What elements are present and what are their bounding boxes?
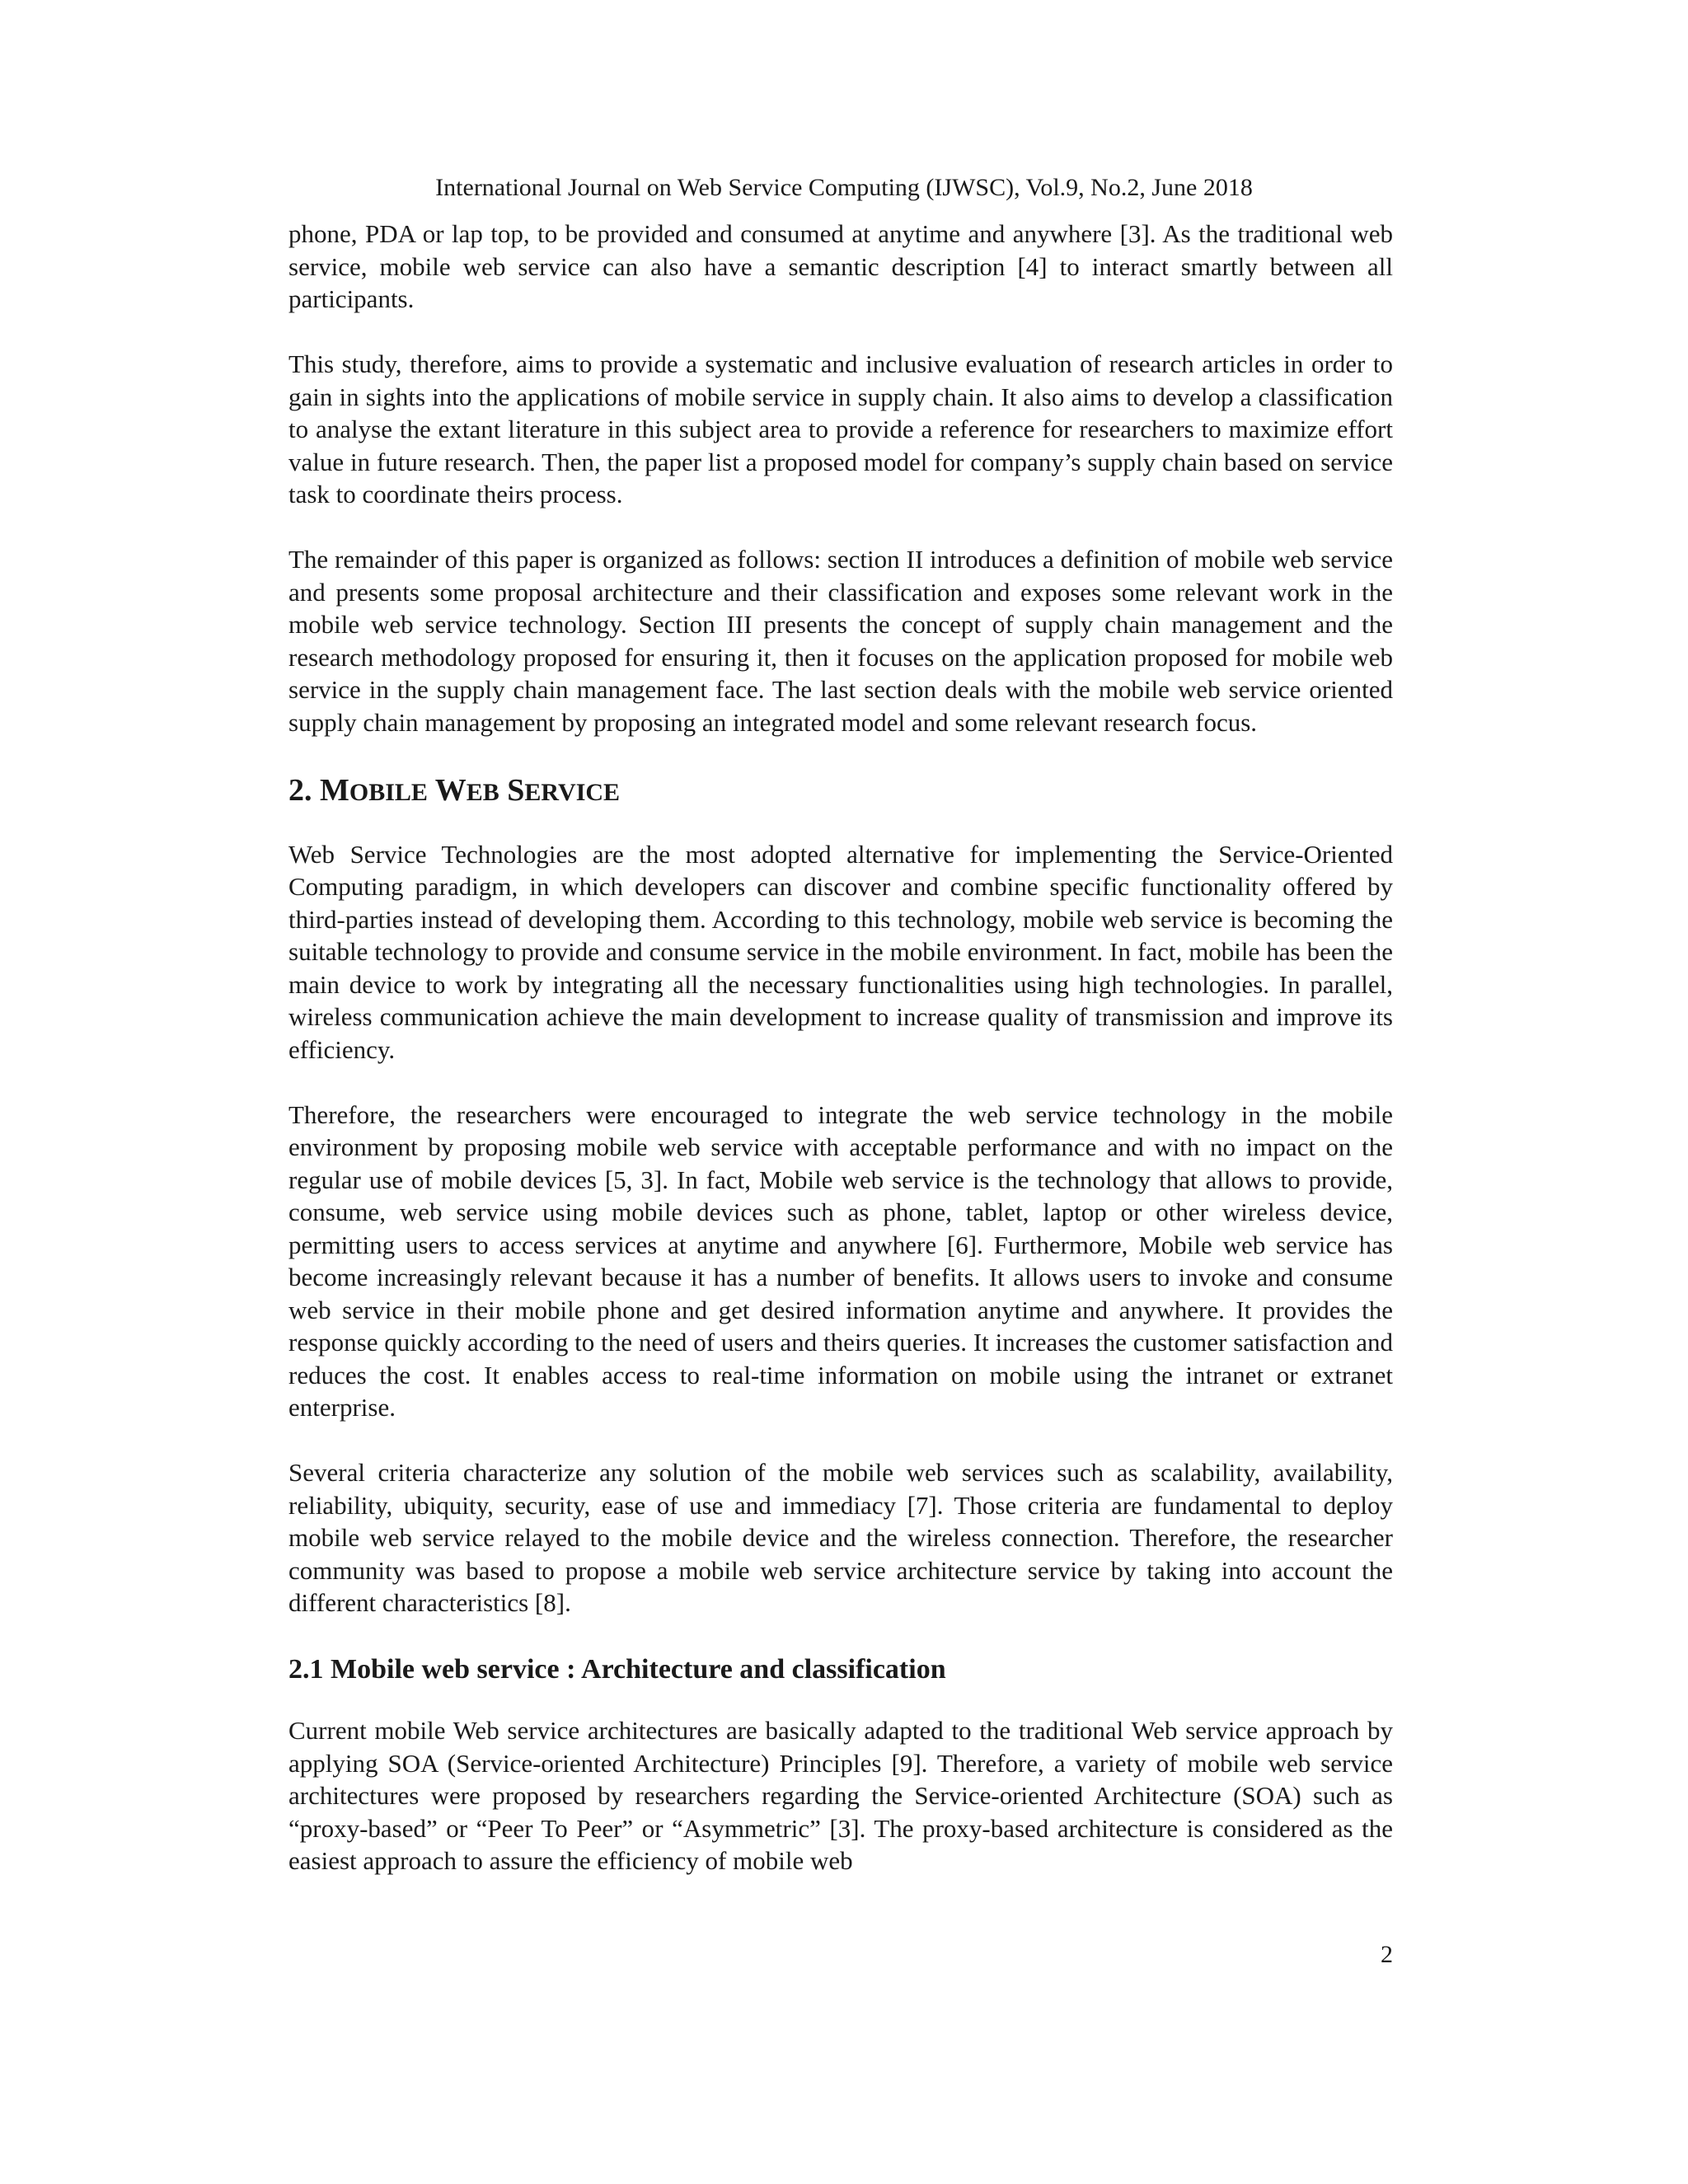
section-title-part: W <box>434 772 467 808</box>
paragraph-subsection21-1: Current mobile Web service architectures are basically adapted to the traditional Web service approach by applying SOA (Service-oriented Architecture) Principles [9]. Therefore, a variety of mobile web service architectures were proposed by researchers regarding the Service-oriented Architecture (SOA) such as “proxy-based” or “Peer To Peer” or “Asymmetric” [3]. The proxy-based architecture is considered as the easiest approach to assure the efficiency of mobile web <box>288 1716 1393 1875</box>
page-number: 2 <box>1381 1941 1393 1968</box>
paragraph-intro-1: phone, PDA or lap top, to be provided and consumed at anytime and anywhere [3]. As the traditional web service, mobile web service can also have a semantic description [4] to interact smartly between all participants. <box>288 219 1393 313</box>
body-text <box>288 218 1393 1910</box>
section-title-part: M <box>320 772 349 808</box>
section-number: 2. <box>288 772 312 808</box>
section-title-part: ERVICE <box>524 778 621 806</box>
section-title-part: S <box>507 772 525 808</box>
section-title-part: EB <box>466 778 499 806</box>
subsection-heading-architecture: 2.1 Mobile web service : Architecture and classification <box>288 1654 946 1685</box>
section-title-part: OBILE <box>349 778 428 806</box>
section-heading-mobile-web-service <box>288 771 1393 812</box>
paragraph-section2-1: Web Service Technologies are the most adopted alternative for implementing the Service-Oriented Computing paradigm, in which developers can discover and combine specific functionality offered by third-parties instead of developing them. According to this technology, mobile web service is becoming the suitable technology to provide and consume service in the mobile environment. In fact, mobile has been the main device to work by integrating all the necessary functionalities using high technologies. In parallel, wireless communication achieve the main development to increase quality of transmission and improve its efficiency. <box>288 839 1393 1064</box>
running-header: International Journal on Web Service Computing (IJWSC), Vol.9, No.2, June 2018 <box>435 174 1253 201</box>
paragraph-intro-2: This study, therefore, aims to provide a systematic and inclusive evaluation of research articles in order to gain in sights into the applications of mobile service in supply chain. It also aims to develop a classification to analyse the extant literature in this subject area to provide a reference for researchers to maximize effort value in future research. Then, the paper list a proposed model for company’s supply chain based on service task to coordinate theirs process. <box>288 349 1393 509</box>
paragraph-section2-2: Therefore, the researchers were encouraged to integrate the web service technology in the mobile environment by proposing mobile web service with acceptable performance and with no impact on the regular use of mobile devices [5, 3]. In fact, Mobile web service is the technology that allows to provide, consume, web service using mobile devices such as phone, tablet, laptop or other wireless device, permitting users to access services at anytime and anywhere [6]. Furthermore, Mobile web service has become increasingly relevant because it has a number of benefits. It allows users to invoke and consume web service in their mobile phone and get desired information anytime and anywhere. It provides the response quickly according to the need of users and theirs queries. It increases the customer satisfaction and reduces the cost. It enables access to real-time information on mobile using the intranet or extranet enterprise. <box>288 1099 1393 1422</box>
paragraph-section2-3: Several criteria characterize any solution of the mobile web services such as scalability, availability, reliability, ubiquity, security, ease of use and immediacy [7]. Those criteria are fundamental to deploy mobile web service relayed to the mobile device and the wireless connection. Therefore, the researcher community was based to propose a mobile web service architecture service by taking into account the different characteristics [8]. <box>288 1458 1393 1617</box>
paragraph-intro-3: The remainder of this paper is organized as follows: section II introduces a definition of mobile web service and presents some proposal architecture and their classification and exposes some relevant work in the mobile web service technology. Section III presents the concept of supply chain management and the research methodology proposed for ensuring it, then it focuses on the application proposed for mobile web service in the supply chain management face. The last section deals with the mobile web service oriented supply chain management by proposing an integrated model and some relevant research focus. <box>288 545 1393 737</box>
